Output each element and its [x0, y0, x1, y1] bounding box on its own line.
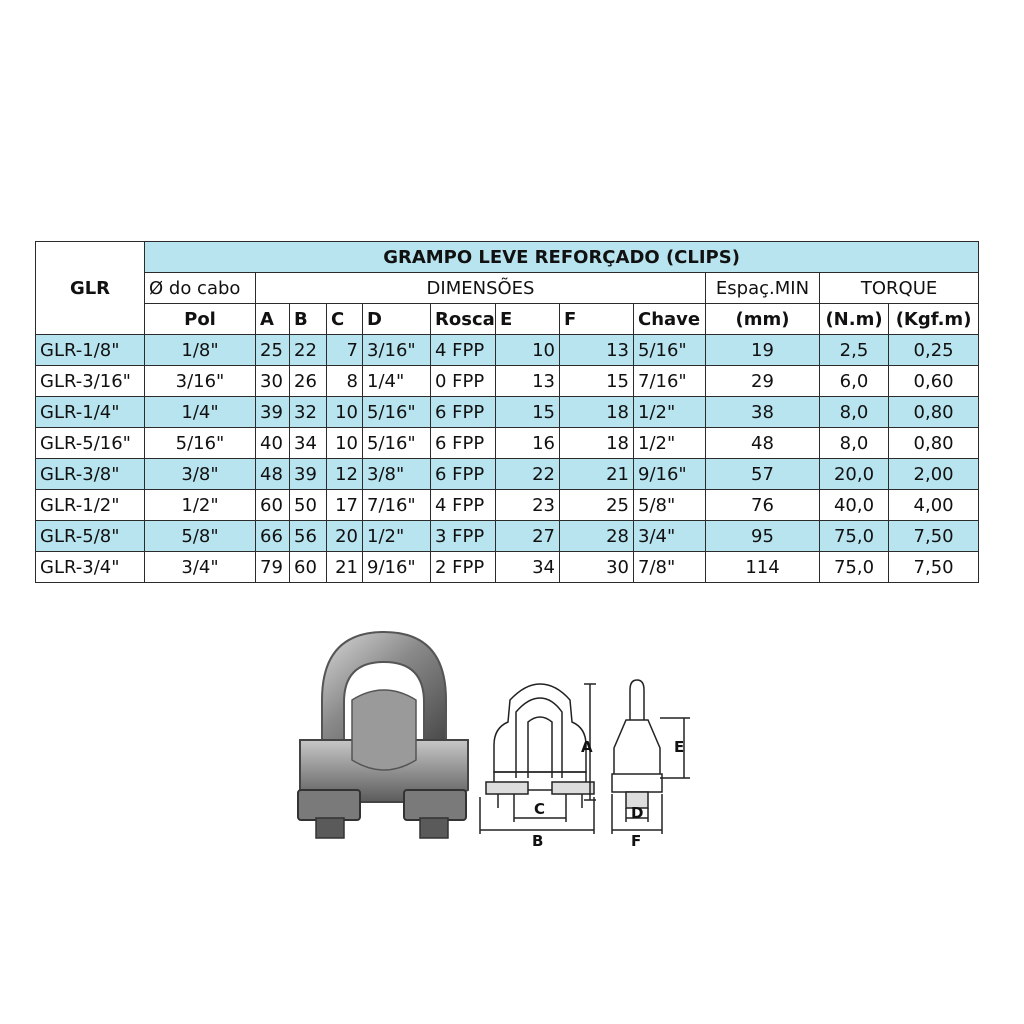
cell-chave: 7/8" [634, 552, 706, 583]
cell-mm: 95 [706, 521, 820, 552]
cell-c: 10 [327, 428, 363, 459]
cell-d: 9/16" [363, 552, 431, 583]
cell-f: 28 [560, 521, 634, 552]
cell-nm: 75,0 [820, 521, 889, 552]
cell-f: 18 [560, 428, 634, 459]
cell-b: 22 [290, 335, 327, 366]
cell-d: 1/4" [363, 366, 431, 397]
cell-a: 79 [256, 552, 290, 583]
cell-mm: 38 [706, 397, 820, 428]
dim-label-e: E [674, 738, 685, 756]
col-header-c: C [327, 304, 363, 335]
cell-e: 16 [496, 428, 560, 459]
cell-kgfm: 0,80 [889, 397, 979, 428]
cell-f: 25 [560, 490, 634, 521]
cell-nm: 8,0 [820, 397, 889, 428]
col-header-f: F [560, 304, 634, 335]
cell-e: 27 [496, 521, 560, 552]
cell-e: 10 [496, 335, 560, 366]
dimensions-header: DIMENSÕES [256, 273, 706, 304]
dim-label-f: F [631, 832, 642, 850]
cell-nm: 40,0 [820, 490, 889, 521]
cell-pol: 5/8" [145, 521, 256, 552]
cell-c: 20 [327, 521, 363, 552]
cell-nm: 8,0 [820, 428, 889, 459]
cell-mm: 48 [706, 428, 820, 459]
cell-d: 5/16" [363, 397, 431, 428]
cell-pol: 1/8" [145, 335, 256, 366]
cell-b: 39 [290, 459, 327, 490]
cell-rosca: 3 FPP [431, 521, 496, 552]
cell-mm: 114 [706, 552, 820, 583]
col-header-rosca: Rosca [431, 304, 496, 335]
cell-b: 26 [290, 366, 327, 397]
dim-label-a: A [581, 738, 593, 756]
cell-nm: 20,0 [820, 459, 889, 490]
cell-f: 15 [560, 366, 634, 397]
cell-kgfm: 0,80 [889, 428, 979, 459]
cell-f: 18 [560, 397, 634, 428]
cell-mm: 76 [706, 490, 820, 521]
cell-mm: 19 [706, 335, 820, 366]
cell-c: 17 [327, 490, 363, 521]
cell-b: 34 [290, 428, 327, 459]
cell-e: 22 [496, 459, 560, 490]
cell-e: 34 [496, 552, 560, 583]
cell-a: 40 [256, 428, 290, 459]
cell-f: 30 [560, 552, 634, 583]
cell-kgfm: 7,50 [889, 552, 979, 583]
cell-code: GLR-5/16" [36, 428, 145, 459]
cell-chave: 9/16" [634, 459, 706, 490]
cell-code: GLR-3/8" [36, 459, 145, 490]
col-header-e: E [496, 304, 560, 335]
cell-nm: 6,0 [820, 366, 889, 397]
cell-chave: 3/4" [634, 521, 706, 552]
cell-chave: 5/16" [634, 335, 706, 366]
spacing-header: Espaç.MIN [706, 273, 820, 304]
dim-label-b: B [532, 832, 544, 850]
cell-rosca: 6 FPP [431, 428, 496, 459]
cell-nm: 2,5 [820, 335, 889, 366]
col-header-kgfm: (Kgf.m) [889, 304, 979, 335]
cell-rosca: 0 FPP [431, 366, 496, 397]
cell-mm: 29 [706, 366, 820, 397]
cell-a: 25 [256, 335, 290, 366]
col-header-pol: Pol [145, 304, 256, 335]
side-technical-drawing [612, 680, 690, 834]
cell-kgfm: 7,50 [889, 521, 979, 552]
cell-rosca: 6 FPP [431, 459, 496, 490]
cell-b: 50 [290, 490, 327, 521]
cell-kgfm: 2,00 [889, 459, 979, 490]
code-header: GLR [36, 242, 145, 335]
table-title: GRAMPO LEVE REFORÇADO (CLIPS) [145, 242, 979, 273]
cell-code: GLR-5/8" [36, 521, 145, 552]
cell-b: 32 [290, 397, 327, 428]
col-header-mm: (mm) [706, 304, 820, 335]
cell-a: 60 [256, 490, 290, 521]
col-header-a: A [256, 304, 290, 335]
cell-e: 15 [496, 397, 560, 428]
cell-a: 39 [256, 397, 290, 428]
torque-header: TORQUE [820, 273, 979, 304]
col-header-b: B [290, 304, 327, 335]
col-header-nm: (N.m) [820, 304, 889, 335]
cell-b: 60 [290, 552, 327, 583]
cell-code: GLR-1/4" [36, 397, 145, 428]
cell-code: GLR-1/2" [36, 490, 145, 521]
col-header-chave: Chave [634, 304, 706, 335]
cell-d: 1/2" [363, 521, 431, 552]
cell-c: 10 [327, 397, 363, 428]
cell-rosca: 4 FPP [431, 490, 496, 521]
cell-pol: 1/4" [145, 397, 256, 428]
cell-f: 13 [560, 335, 634, 366]
cell-d: 5/16" [363, 428, 431, 459]
cell-f: 21 [560, 459, 634, 490]
cell-c: 12 [327, 459, 363, 490]
cell-kgfm: 0,60 [889, 366, 979, 397]
cell-a: 30 [256, 366, 290, 397]
cell-code: GLR-1/8" [36, 335, 145, 366]
cell-c: 7 [327, 335, 363, 366]
cell-chave: 1/2" [634, 428, 706, 459]
cell-kgfm: 0,25 [889, 335, 979, 366]
cell-mm: 57 [706, 459, 820, 490]
cell-pol: 3/4" [145, 552, 256, 583]
col-header-d: D [363, 304, 431, 335]
cell-b: 56 [290, 521, 327, 552]
cell-pol: 3/16" [145, 366, 256, 397]
cell-a: 48 [256, 459, 290, 490]
cell-pol: 3/8" [145, 459, 256, 490]
cell-chave: 7/16" [634, 366, 706, 397]
cell-kgfm: 4,00 [889, 490, 979, 521]
cell-a: 66 [256, 521, 290, 552]
cell-e: 13 [496, 366, 560, 397]
cell-chave: 1/2" [634, 397, 706, 428]
cell-d: 3/16" [363, 335, 431, 366]
cell-pol: 5/16" [145, 428, 256, 459]
cell-rosca: 2 FPP [431, 552, 496, 583]
diameter-header: Ø do cabo [145, 273, 256, 304]
dim-label-d: D [631, 804, 644, 822]
cell-rosca: 4 FPP [431, 335, 496, 366]
cell-c: 21 [327, 552, 363, 583]
cell-e: 23 [496, 490, 560, 521]
cell-c: 8 [327, 366, 363, 397]
cell-code: GLR-3/16" [36, 366, 145, 397]
cell-pol: 1/2" [145, 490, 256, 521]
cell-d: 3/8" [363, 459, 431, 490]
cell-nm: 75,0 [820, 552, 889, 583]
dim-label-c: C [534, 800, 546, 818]
cell-rosca: 6 FPP [431, 397, 496, 428]
clip-photo [298, 632, 468, 838]
cell-d: 7/16" [363, 490, 431, 521]
cell-chave: 5/8" [634, 490, 706, 521]
cell-code: GLR-3/4" [36, 552, 145, 583]
